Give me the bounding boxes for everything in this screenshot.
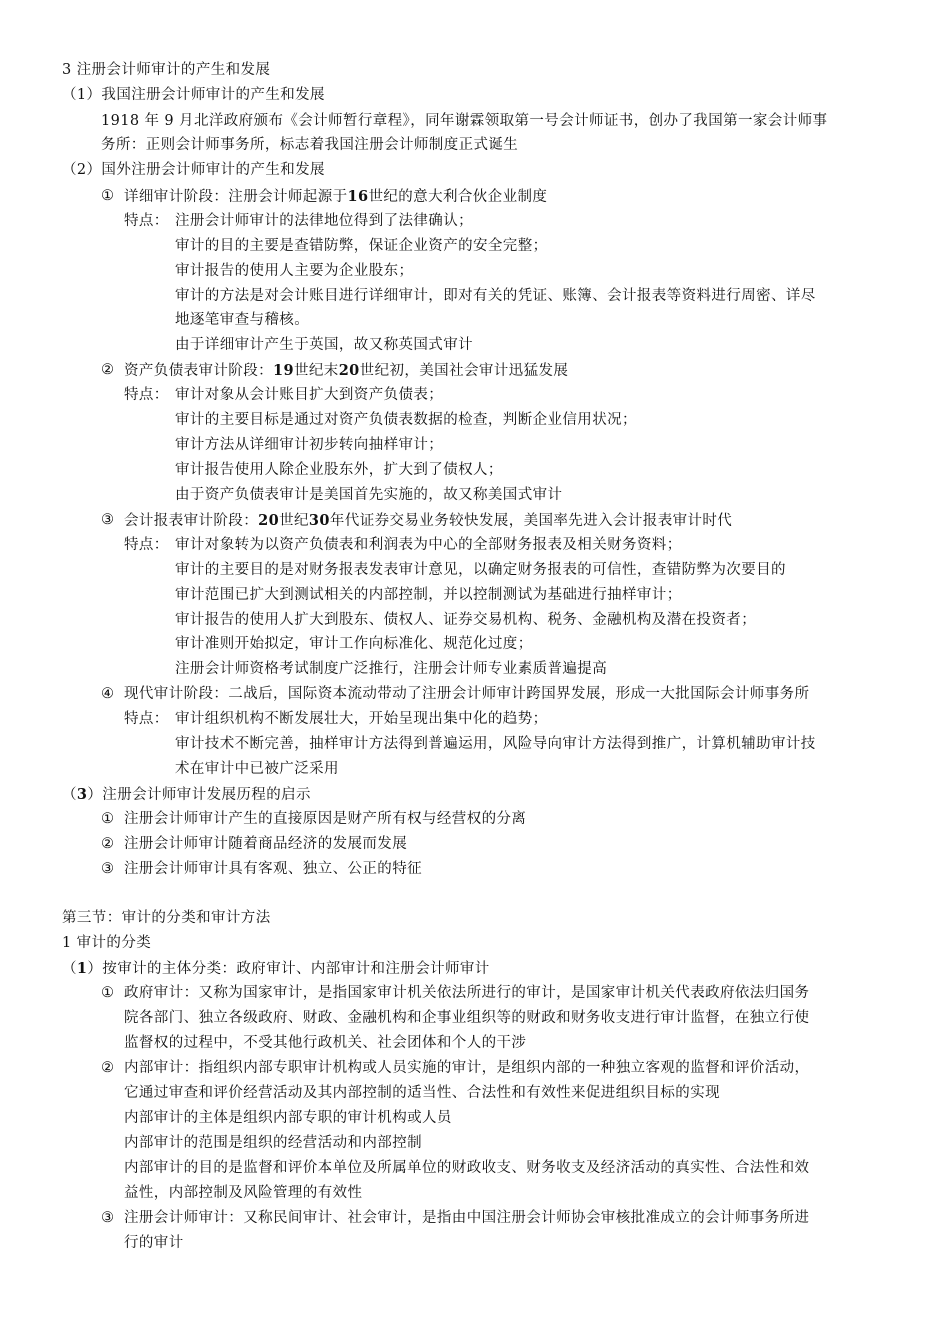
feature-text: 审计报告的使用人扩大到股东、债权人、证券交易机构、税务、金融机构及潜在投资者； [175, 612, 757, 628]
subsection-2-label: （2）国外注册会计师审计的产生和发展 [62, 162, 325, 178]
audit-type-line [0, 981, 950, 1006]
paragraph-text: 1918 年 9 月北洋政府颁布《会计师暂行章程》，同年谢霖领取第一号会计师证书，创办了我国第一家会计师事 [101, 113, 828, 129]
audit-type-text: 内部审计的目的是监督和评价本单位及所属单位的财政收支、财务收支及经济活动的真实性、合法性和效 [124, 1160, 810, 1176]
stage-title-text: 详细审计阶段：注册会计师起源于 [124, 189, 348, 205]
subsection-3-title: ）注册会计师审计发展历程的启示 [87, 787, 311, 803]
item-number: ④ [101, 686, 114, 702]
feature-line [0, 707, 950, 732]
audit-type-text: 益性，内部控制及风险管理的有效性 [124, 1185, 363, 1201]
century-number: 16 [347, 188, 369, 205]
item-number: ③ [101, 1210, 114, 1226]
stage-2-title [0, 358, 950, 383]
feature-line [0, 558, 950, 583]
feature-text: 审计的目的主要是查错防弊，保证企业资产的安全完整； [175, 238, 548, 254]
section-heading [0, 931, 950, 956]
stage-title [124, 508, 732, 534]
feature-line [0, 632, 950, 657]
classification-title: ）按审计的主体分类：政府审计、内部审计和注册会计师审计 [87, 961, 490, 977]
audit-type-line [0, 1131, 950, 1156]
stage-title-rest: 世纪的意大利合伙企业制度 [368, 189, 548, 205]
audit-type-text: 监督权的过程中，不受其他行政机关、社会团体和个人的干涉 [124, 1035, 527, 1051]
audit-type-text: 内部审计的主体是组织内部专职的审计机构或人员 [124, 1110, 452, 1126]
list-item [0, 832, 950, 857]
subsection-3-label [62, 782, 311, 808]
stage-title-text: 会计报表审计阶段： [124, 513, 259, 529]
subsection-2-heading [0, 158, 950, 183]
audit-type-text: 行的审计 [124, 1235, 184, 1251]
feature-text: 审计的主要目标是通过对资产负债表数据的检查，判断企业信用状况； [175, 412, 637, 428]
feature-line [0, 533, 950, 558]
stage-title-rest: 世纪初，美国社会审计迅猛发展 [359, 363, 569, 379]
feature-text: 审计范围已扩大到测试相关的内部控制，并以控制测试为基础进行抽样审计； [175, 587, 682, 603]
feature-text: 审计准则开始拟定，审计工作向标准化、规范化过度； [175, 636, 533, 652]
feature-line [0, 383, 950, 408]
feature-text: 审计的主要目的是对财务报表发表审计意见，以确定财务报表的可信性，查错防弊为次要目的 [175, 562, 786, 578]
century-number: 20 [258, 512, 280, 529]
feature-line [0, 234, 950, 259]
feature-label: 特点： [124, 213, 169, 229]
feature-text: 地逐笔审查与稽核。 [175, 312, 310, 328]
audit-type-line [0, 1231, 950, 1256]
feature-text: 审计对象从会计账目扩大到资产负债表； [175, 387, 444, 403]
feature-text: 审计组织机构不断发展壮大，开始呈现出集中化的趋势； [175, 711, 548, 727]
stage-1-title [0, 184, 950, 209]
feature-line [0, 657, 950, 682]
paragraph-line [0, 133, 950, 158]
item-number: ③ [101, 861, 114, 877]
paren-open: （ [62, 787, 77, 803]
classification-label [62, 956, 490, 982]
feature-text: 审计报告使用人除企业股东外，扩大到了债权人； [175, 462, 503, 478]
subsection-number: 3 [76, 786, 88, 803]
feature-text: 审计的方法是对会计账目进行详细审计，即对有关的凭证、账簿、会计报表等资料进行周密、详尽 [175, 288, 816, 304]
paragraph-text: 务所：正则会计师事务所，标志着我国注册会计师制度正式诞生 [101, 137, 519, 153]
chapter-heading-text: 第三节：审计的分类和审计方法 [62, 910, 271, 926]
list-item-text: 注册会计师审计随着商品经济的发展而发展 [124, 836, 408, 852]
feature-line [0, 308, 950, 333]
feature-line [0, 732, 950, 757]
feature-line [0, 209, 950, 234]
item-number: ① [101, 985, 114, 1001]
section-heading [0, 58, 950, 83]
feature-line [0, 333, 950, 358]
stage-title-rest: 年代证券交易业务较快发展，美国率先进入会计报表审计时代 [329, 513, 733, 529]
feature-label: 特点： [124, 537, 169, 553]
item-number: ① [101, 811, 114, 827]
feature-line [0, 433, 950, 458]
audit-type-line [0, 1081, 950, 1106]
century-number: 20 [338, 362, 360, 379]
list-item [0, 807, 950, 832]
audit-type-line [0, 1206, 950, 1231]
audit-type-line [0, 1106, 950, 1131]
item-number: ② [101, 836, 114, 852]
feature-line [0, 458, 950, 483]
audit-type-line [0, 1181, 950, 1206]
item-number: ② [101, 1060, 114, 1076]
feature-text: 注册会计师资格考试制度广泛推行，注册会计师专业素质普遍提高 [175, 661, 608, 677]
item-number: ① [101, 188, 114, 204]
audit-type-text: 院各部门、独立各级政府、财政、金融机构和企事业组织等的财政和财务收支进行审计监督，在独立行使 [124, 1010, 810, 1026]
subsection-number: 1 [76, 960, 88, 977]
stage-title [124, 358, 568, 384]
paren-open: （ [62, 961, 77, 977]
stage-title-mid: 世纪末 [293, 363, 339, 379]
stage-title-text: 现代审计阶段：二战后，国际资本流动带动了注册会计师审计跨国界发展，形成一大批国际会计师事务所 [124, 686, 810, 702]
feature-label: 特点： [124, 711, 169, 727]
audit-type-text: 注册会计师审计：又称民间审计、社会审计，是指由中国注册会计师协会审核批准成立的会计师事务所进 [124, 1210, 810, 1226]
audit-type-line [0, 1006, 950, 1031]
stage-title-mid: 世纪 [279, 513, 309, 529]
chapter-heading [0, 906, 950, 931]
list-item-text: 注册会计师审计产生的直接原因是财产所有权与经营权的分离 [124, 811, 527, 827]
feature-text: 审计对象转为以资产负债表和利润表为中心的全部财务报表及相关财务资料； [175, 537, 682, 553]
feature-text: 由于详细审计产生于英国，故又称英国式审计 [175, 337, 473, 353]
stage-4-title [0, 682, 950, 707]
stage-title [124, 184, 547, 210]
list-item [0, 857, 950, 882]
feature-line [0, 284, 950, 309]
feature-text: 审计报告的使用人主要为企业股东； [175, 263, 414, 279]
subsection-1-heading [0, 83, 950, 108]
audit-type-line [0, 1056, 950, 1081]
feature-text: 注册会计师审计的法律地位得到了法律确认； [175, 213, 473, 229]
subsection-1-label: （1）我国注册会计师审计的产生和发展 [62, 87, 325, 103]
classification-heading [0, 956, 950, 981]
century-number: 19 [273, 362, 294, 379]
feature-line [0, 408, 950, 433]
audit-type-text: 它通过审查和评价经营活动及其内部控制的适当性、合法性和有效性来促进组织目标的实现 [124, 1085, 720, 1101]
feature-line [0, 583, 950, 608]
feature-text: 由于资产负债表审计是美国首先实施的，故又称美国式审计 [175, 487, 563, 503]
item-number: ② [101, 362, 114, 378]
audit-type-line [0, 1031, 950, 1056]
list-item-text: 注册会计师审计具有客观、独立、公正的特征 [124, 861, 422, 877]
decade-number: 30 [308, 512, 330, 529]
paragraph-line [0, 109, 950, 134]
feature-text: 术在审计中已被广泛采用 [175, 761, 339, 777]
feature-line [0, 483, 950, 508]
stage-3-title [0, 508, 950, 533]
section-heading-text: 3 注册会计师审计的产生和发展 [62, 62, 271, 78]
audit-type-line [0, 1156, 950, 1181]
item-number: ③ [101, 512, 114, 528]
audit-type-text: 内部审计的范围是组织的经营活动和内部控制 [124, 1135, 422, 1151]
audit-type-text: 政府审计：又称为国家审计，是指国家审计机关依法所进行的审计，是国家审计机关代表政府依法归国务 [124, 985, 810, 1001]
feature-line [0, 608, 950, 633]
feature-line [0, 757, 950, 782]
section-heading-text: 1 审计的分类 [62, 935, 152, 951]
feature-line [0, 259, 950, 284]
feature-text: 审计技术不断完善，抽样审计方法得到普遍运用，风险导向审计方法得到推广，计算机辅助审计技 [175, 736, 816, 752]
stage-title-text: 资产负债表审计阶段： [124, 363, 273, 379]
subsection-3-heading [0, 782, 950, 807]
feature-text: 审计方法从详细审计初步转向抽样审计； [175, 437, 444, 453]
audit-type-text: 内部审计：指组织内部专职审计机构或人员实施的审计，是组织内部的一种独立客观的监督和评价活动， [124, 1060, 810, 1076]
feature-label: 特点： [124, 387, 169, 403]
